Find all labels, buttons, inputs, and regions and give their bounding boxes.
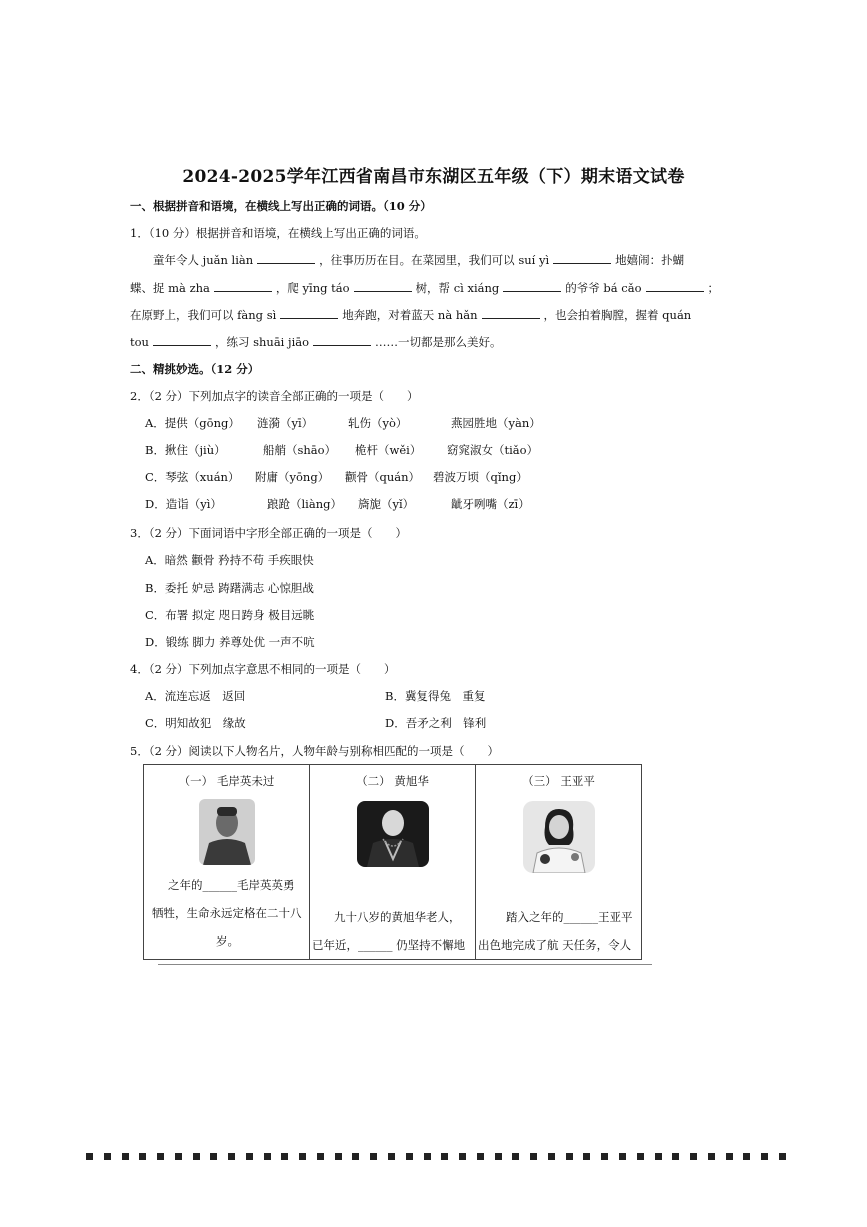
- q4-option-b[interactable]: B．冀复得兔 重复: [385, 689, 486, 703]
- q4-stem: 4．（2 分）下列加点字意思不相同的一项是（ ）: [130, 662, 396, 676]
- q1-text: 的爷爷 bá cǎo: [565, 281, 642, 295]
- q1-text: ，往事历历在目。在菜园里，我们可以 suí yì: [319, 253, 550, 267]
- card-text-line: 已年近，______ 仍坚持不懈地: [312, 938, 466, 952]
- portrait-image: [523, 801, 595, 873]
- card-text-line: 九十八岁的黄旭华老人，: [334, 910, 461, 924]
- card-text-line: 踏入之年的______王亚平: [506, 910, 633, 924]
- q2-a-4: 燕园胜地（yàn）: [451, 416, 541, 430]
- answer-blank[interactable]: [153, 334, 211, 346]
- answer-blank[interactable]: [646, 280, 704, 292]
- person-cards-table: [143, 764, 642, 960]
- q2-d-3: 旖旎（yǐ）: [358, 497, 415, 511]
- answer-blank[interactable]: [553, 252, 611, 264]
- q1-text: ，练习 shuāi jiāo: [214, 335, 310, 349]
- person-card: [310, 765, 476, 960]
- person-card: [144, 765, 310, 960]
- table-bottom-rule: [158, 964, 652, 965]
- q1-text: 树，帮 cì xiáng: [415, 281, 500, 295]
- q2-d-4: 龇牙咧嘴（zī）: [451, 497, 530, 511]
- portrait-photo: [199, 799, 255, 865]
- q1-line-1: [153, 252, 684, 268]
- answer-blank[interactable]: [257, 252, 315, 264]
- answer-blank[interactable]: [482, 307, 540, 319]
- person-card: [476, 765, 642, 960]
- q2-b-2: 船艄（shāo）: [263, 443, 337, 457]
- q5-stem: 5．（2 分）阅读以下人物名片，人物年龄与别称相匹配的一项是（ ）: [130, 744, 500, 758]
- q3-option-b[interactable]: B．委托 妒忌 踌躇满志 心惊胆战: [145, 581, 314, 595]
- q1-text: 在原野上，我们可以 fàng sì: [130, 308, 277, 322]
- answer-blank[interactable]: [214, 280, 272, 292]
- q2-b-1: B．揪住（jiù）: [145, 443, 226, 457]
- answer-blank[interactable]: [280, 307, 338, 319]
- section1-heading: 一、根据拼音和语境，在横线上写出正确的词语。（10 分）: [130, 199, 432, 213]
- q2-d-2: 踉跄（liàng）: [267, 497, 342, 511]
- answer-blank[interactable]: [354, 280, 412, 292]
- portrait-image: [357, 801, 429, 867]
- q1-text: ，也会拍着胸膛，握着 quán: [543, 308, 692, 322]
- q1-text: 地奔跑，对着蓝天 nà hǎn: [342, 308, 478, 322]
- q3-stem: 3．（2 分）下面词语中字形全部正确的一项是（ ）: [130, 526, 408, 540]
- q1-stem: 1．（10 分）根据拼音和语境，在横线上写出正确的词语。: [130, 226, 426, 240]
- portrait-photo: [523, 801, 595, 873]
- section2-heading: 二、精挑妙选。（12 分）: [130, 362, 260, 376]
- q1-text: 童年令人 juǎn liàn: [153, 253, 254, 267]
- card-text-line: 出色地完成了航 天任务，令人: [478, 938, 632, 952]
- q1-line-2: [130, 280, 719, 296]
- q4-option-d[interactable]: D．吾矛之利 锋利: [385, 716, 487, 730]
- q3-option-d[interactable]: D．锻练 脚力 养尊处优 一声不吭: [145, 635, 315, 649]
- portrait-photo: [357, 801, 429, 867]
- q2-b-4: 窈窕淑女（tiǎo）: [447, 443, 539, 457]
- answer-blank[interactable]: [503, 280, 561, 292]
- answer-blank[interactable]: [313, 334, 371, 346]
- q1-text: tou: [130, 335, 149, 349]
- q3-option-c[interactable]: C．布署 拟定 咫日跨身 极目远眺: [145, 608, 315, 622]
- q2-stem: 2．（2 分）下列加点字的读音全部正确的一项是（ ）: [130, 389, 419, 403]
- footer-dotted-rule: [86, 1153, 786, 1163]
- card-text-line: 岁。: [216, 934, 239, 948]
- q1-text: ，爬 yīng táo: [275, 281, 350, 295]
- q3-option-a[interactable]: A．暗然 颧骨 矜持不苟 手疾眼快: [145, 553, 314, 567]
- q2-c-1: C．琴弦（xuán）: [145, 470, 240, 484]
- q1-text: 蝶、捉 mà zha: [130, 281, 210, 295]
- q1-line-3: [130, 307, 691, 323]
- q2-c-4: 碧波万顷（qǐng）: [433, 470, 528, 484]
- q2-a-3: 轧伤（yò）: [348, 416, 408, 430]
- card-header: （二） 黄旭华: [356, 774, 429, 788]
- card-text-line: 之年的______毛岸英英勇: [168, 878, 295, 892]
- card-text-line: 牺牲，生命永远定格在二十八: [152, 906, 302, 920]
- q2-d-1: D．造诣（yì）: [145, 497, 222, 511]
- q2-c-3: 颧骨（quán）: [345, 470, 421, 484]
- q4-option-a[interactable]: A．流连忘返 返回: [145, 689, 246, 703]
- q1-text: ……一切都是那么美好。: [375, 335, 502, 349]
- q2-b-3: 桅杆（wěi）: [355, 443, 422, 457]
- q2-a-2: 涟漪（yī）: [257, 416, 314, 430]
- q1-text: ；: [707, 281, 720, 295]
- card-header: （三） 王亚平: [522, 774, 595, 788]
- q4-option-c[interactable]: C．明知故犯 缘故: [145, 716, 246, 730]
- page-title: 2024-2025学年江西省南昌市东湖区五年级（下）期末语文试卷: [182, 167, 685, 187]
- portrait-image: [199, 799, 255, 865]
- q1-text: 地嬉闹：扑蝴: [615, 253, 685, 267]
- q2-a-1: A．提供（gōng）: [145, 416, 240, 430]
- q1-line-4: [130, 334, 502, 350]
- q2-c-2: 附庸（yōng）: [255, 470, 330, 484]
- card-header: （一） 毛岸英未过: [178, 774, 275, 788]
